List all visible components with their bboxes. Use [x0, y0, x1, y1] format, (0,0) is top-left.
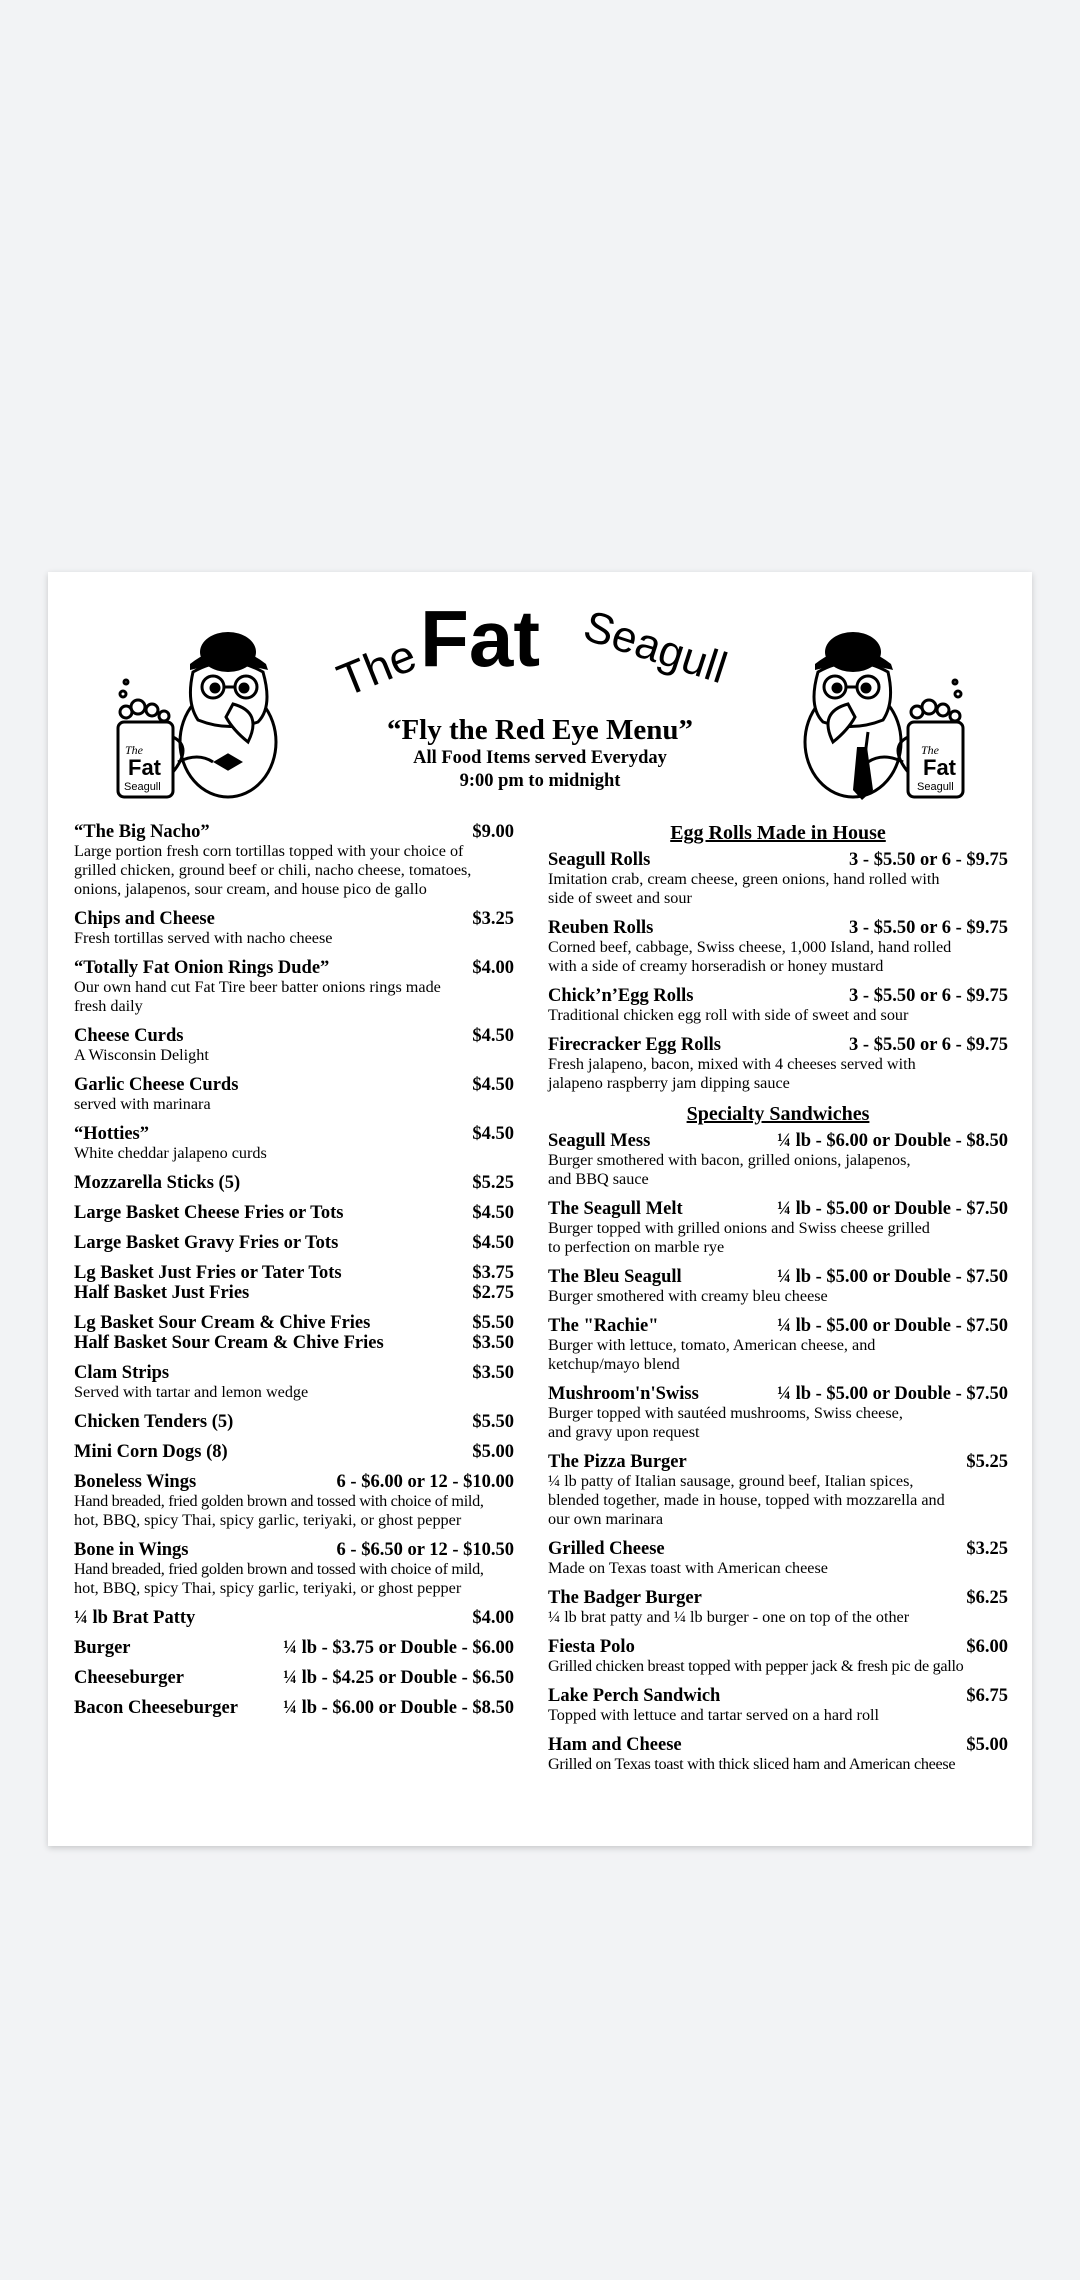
- menu-item: [548, 1316, 1008, 1374]
- menu-item-description: Grilled chicken breast topped with pepper jack & fresh pic de gallo: [548, 1657, 964, 1675]
- menu-item-name: Large Basket Gravy Fries or Tots: [74, 1233, 339, 1253]
- menu-item-name: Ham and Cheese: [548, 1735, 682, 1755]
- menu-item-price: $5.50: [472, 1412, 514, 1432]
- menu-item-price: $4.50: [472, 1233, 514, 1253]
- menu-item-description: Grilled on Texas toast with thick sliced ham and American cheese: [548, 1755, 956, 1773]
- menu-item-description: Burger topped with sautéed mushrooms, Swiss cheese,: [548, 1404, 903, 1422]
- menu-item-description: fresh daily: [74, 997, 143, 1015]
- menu-item: [548, 1199, 1008, 1257]
- menu-item-row: [74, 1698, 514, 1718]
- mug-the-label: The: [921, 743, 939, 757]
- menu-item-description: White cheddar jalapeno curds: [74, 1144, 267, 1162]
- menu-item: [74, 909, 514, 948]
- menu-page: [48, 572, 1032, 1846]
- menu-item-description: ¼ lb patty of Italian sausage, ground beef, Italian spices,: [548, 1472, 914, 1490]
- menu-item-description: Served with tartar and lemon wedge: [74, 1383, 309, 1401]
- menu-item: [74, 822, 514, 899]
- menu-item-row: [548, 1735, 1008, 1755]
- menu-item-price: $4.50: [472, 1203, 514, 1223]
- menu-item-name: Bacon Cheeseburger: [74, 1698, 238, 1718]
- menu-item-price: $6.75: [966, 1686, 1008, 1706]
- menu-item-row: [74, 1472, 514, 1492]
- menu-item-name: “The Big Nacho”: [74, 822, 210, 842]
- menu-item: [74, 1472, 514, 1530]
- menu-item-description: Fresh tortillas served with nacho cheese: [74, 929, 333, 947]
- the-fat-seagull-logo: [328, 592, 768, 707]
- menu-item-price: $3.75: [472, 1263, 514, 1283]
- menu-item: [548, 1735, 1008, 1774]
- menu-item-description: Hand breaded, fried golden brown and tossed with choice of mild,: [74, 1560, 484, 1578]
- menu-item: [548, 1035, 1008, 1093]
- menu-item-price: ¼ lb - $6.00 or Double - $8.50: [777, 1131, 1008, 1151]
- menu-item-price: $4.50: [472, 1124, 514, 1144]
- menu-item-price: $3.25: [472, 909, 514, 929]
- menu-item-row: [74, 1540, 514, 1560]
- menu-item-price: 3 - $5.50 or 6 - $9.75: [849, 986, 1008, 1006]
- menu-item-price: $5.50: [472, 1313, 514, 1333]
- menu-item-price: $4.00: [472, 958, 514, 978]
- menu-item-row: [74, 1283, 514, 1303]
- menu-item-name: “Totally Fat Onion Rings Dude”: [74, 958, 330, 978]
- menu-item-price: 6 - $6.00 or 12 - $10.00: [336, 1472, 514, 1492]
- menu-item-price: $2.75: [472, 1283, 514, 1303]
- mug-the-label: The: [125, 743, 143, 757]
- menu-item-name: Seagull Mess: [548, 1131, 651, 1151]
- menu-item-row: [74, 1638, 514, 1658]
- menu-item-row: [74, 958, 514, 978]
- menu-item-price: $4.00: [472, 1608, 514, 1628]
- menu-item-description: Burger with lettuce, tomato, American cheese, and: [548, 1336, 876, 1354]
- menu-item-description: Made on Texas toast with American cheese: [548, 1559, 828, 1577]
- menu-item-row: [74, 1173, 514, 1193]
- menu-item-price: ¼ lb - $5.00 or Double - $7.50: [777, 1384, 1008, 1404]
- menu-item-row: [74, 1668, 514, 1688]
- menu-item-row: [74, 1124, 514, 1144]
- menu-item-name: Burger: [74, 1638, 131, 1658]
- menu-item-name: Chips and Cheese: [74, 909, 215, 929]
- menu-item: [548, 1452, 1008, 1529]
- menu-item-price: $5.00: [966, 1735, 1008, 1755]
- menu-item-group: [74, 1313, 514, 1353]
- menu-item-row: [548, 850, 1008, 870]
- menu-item-price: $5.00: [472, 1442, 514, 1462]
- menu-item-name: ¼ lb Brat Patty: [74, 1608, 196, 1628]
- served-everyday-text: All Food Items served Everyday: [413, 748, 667, 768]
- menu-item-description: A Wisconsin Delight: [74, 1046, 209, 1064]
- menu-item: [74, 1412, 514, 1432]
- menu-item-row: [74, 1026, 514, 1046]
- mug-seagull-label: Seagull: [917, 781, 954, 793]
- menu-tagline: “Fly the Red Eye Menu”: [386, 714, 694, 746]
- menu-item-row: [74, 1608, 514, 1628]
- menu-item-description: Topped with lettuce and tartar served on a hard roll: [548, 1706, 880, 1724]
- menu-item-price: ¼ lb - $4.25 or Double - $6.50: [283, 1668, 514, 1688]
- menu-item-name: Half Basket Sour Cream & Chive Fries: [74, 1333, 384, 1353]
- menu-item-name: The Badger Burger: [548, 1588, 702, 1608]
- menu-item: [548, 1588, 1008, 1627]
- menu-item-description: Large portion fresh corn tortillas topped with your choice of: [74, 842, 464, 860]
- menu-item: [548, 1539, 1008, 1578]
- menu-item: [548, 1267, 1008, 1306]
- menu-item-row: [548, 986, 1008, 1006]
- menu-item-name: Large Basket Cheese Fries or Tots: [74, 1203, 344, 1223]
- menu-item-row: [548, 1686, 1008, 1706]
- menu-item-description: Corned beef, cabbage, Swiss cheese, 1,000 Island, hand rolled: [548, 938, 952, 956]
- menu-item: [74, 1075, 514, 1114]
- menu-item-name: Boneless Wings: [74, 1472, 197, 1492]
- menu-item-price: $9.00: [472, 822, 514, 842]
- menu-item: [548, 850, 1008, 908]
- menu-item-price: 3 - $5.50 or 6 - $9.75: [849, 918, 1008, 938]
- menu-item-name: Half Basket Just Fries: [74, 1283, 250, 1303]
- menu-item-price: $3.25: [966, 1539, 1008, 1559]
- menu-item-name: The Bleu Seagull: [548, 1267, 682, 1287]
- hours-text: 9:00 pm to midnight: [459, 771, 621, 791]
- menu-item-description: Hand breaded, fried golden brown and tossed with choice of mild,: [74, 1492, 484, 1510]
- logo-seagull-text: Seagull: [577, 601, 733, 694]
- menu-item-description: side of sweet and sour: [548, 889, 692, 907]
- menu-item-description: jalapeno raspberry jam dipping sauce: [548, 1074, 790, 1092]
- menu-item: [548, 986, 1008, 1025]
- menu-item: [74, 1124, 514, 1163]
- menu-item-name: Chick’n’Egg Rolls: [548, 986, 694, 1006]
- menu-item-description: served with marinara: [74, 1095, 211, 1113]
- menu-item-name: Clam Strips: [74, 1363, 170, 1383]
- menu-item-price: $6.25: [966, 1588, 1008, 1608]
- menu-item-name: Lake Perch Sandwich: [548, 1686, 721, 1706]
- menu-item: [74, 1608, 514, 1628]
- menu-item-description: Imitation crab, cream cheese, green onions, hand rolled with: [548, 870, 940, 888]
- menu-item-description: with a side of creamy horseradish or honey mustard: [548, 957, 884, 975]
- egg-rolls-section-title: Egg Rolls Made in House: [670, 822, 886, 844]
- menu-item-name: Mini Corn Dogs (8): [74, 1442, 228, 1462]
- menu-item-price: ¼ lb - $3.75 or Double - $6.00: [283, 1638, 514, 1658]
- menu-item: [74, 1173, 514, 1193]
- menu-item-description: Our own hand cut Fat Tire beer batter onions rings made: [74, 978, 441, 996]
- right-menu-column: [548, 822, 1008, 1784]
- menu-item-name: Bone in Wings: [74, 1540, 189, 1560]
- menu-item-name: Fiesta Polo: [548, 1637, 635, 1657]
- menu-item-description: onions, jalapenos, sour cream, and house pico de gallo: [74, 880, 427, 898]
- menu-item-row: [74, 1313, 514, 1333]
- menu-item-row: [548, 918, 1008, 938]
- menu-item-row: [548, 1539, 1008, 1559]
- logo-fat-text: Fat: [420, 594, 540, 683]
- menu-item-price: $4.50: [472, 1075, 514, 1095]
- menu-item-name: Firecracker Egg Rolls: [548, 1035, 721, 1055]
- menu-item: [548, 1637, 1008, 1676]
- menu-item-description: Burger smothered with bacon, grilled onions, jalapenos,: [548, 1151, 911, 1169]
- menu-item-description: ¼ lb brat patty and ¼ lb burger - one on top of the other: [548, 1608, 910, 1626]
- menu-item-price: $5.25: [472, 1173, 514, 1193]
- menu-item-name: Mushroom'n'Swiss: [548, 1384, 699, 1404]
- menu-item-name: Lg Basket Sour Cream & Chive Fries: [74, 1313, 371, 1333]
- menu-item-description: hot, BBQ, spicy Thai, spicy garlic, teriyaki, or ghost pepper: [74, 1511, 462, 1529]
- menu-item-row: [74, 1333, 514, 1353]
- menu-item-row: [548, 1452, 1008, 1472]
- menu-item: [548, 918, 1008, 976]
- menu-item-price: $3.50: [472, 1333, 514, 1353]
- menu-item-name: The "Rachie": [548, 1316, 659, 1336]
- menu-item-row: [548, 1131, 1008, 1151]
- menu-item-row: [74, 1442, 514, 1462]
- menu-item-price: ¼ lb - $6.00 or Double - $8.50: [283, 1698, 514, 1718]
- menu-item-name: Cheeseburger: [74, 1668, 184, 1688]
- menu-item-description: blended together, made in house, topped with mozzarella and: [548, 1491, 945, 1509]
- menu-item: [74, 1638, 514, 1658]
- menu-item-description: ketchup/mayo blend: [548, 1355, 680, 1373]
- menu-item: [74, 1026, 514, 1065]
- menu-item-price: ¼ lb - $5.00 or Double - $7.50: [777, 1316, 1008, 1336]
- menu-item-price: ¼ lb - $5.00 or Double - $7.50: [777, 1199, 1008, 1219]
- menu-item-row: [74, 822, 514, 842]
- menu-item-name: Mozzarella Sticks (5): [74, 1173, 241, 1193]
- mug-fat-label: Fat: [923, 755, 956, 780]
- menu-item-row: [548, 1384, 1008, 1404]
- menu-item-price: $4.50: [472, 1026, 514, 1046]
- logo-the-text: The: [330, 628, 424, 707]
- menu-item: [74, 1363, 514, 1402]
- menu-item-price: 6 - $6.50 or 12 - $10.50: [336, 1540, 514, 1560]
- menu-item-row: [548, 1588, 1008, 1608]
- menu-item-description: and gravy upon request: [548, 1423, 700, 1441]
- menu-item-name: Garlic Cheese Curds: [74, 1075, 239, 1095]
- menu-item-name: Seagull Rolls: [548, 850, 651, 870]
- mug-seagull-label: Seagull: [124, 781, 161, 793]
- menu-item: [74, 1203, 514, 1223]
- menu-item-price: $6.00: [966, 1637, 1008, 1657]
- menu-item-description: Fresh jalapeno, bacon, mixed with 4 cheeses served with: [548, 1055, 916, 1073]
- menu-item: [548, 1131, 1008, 1189]
- menu-item-description: hot, BBQ, spicy Thai, spicy garlic, teriyaki, or ghost pepper: [74, 1579, 462, 1597]
- specialty-sandwiches-section-title: Specialty Sandwiches: [686, 1103, 870, 1125]
- menu-item: [74, 1668, 514, 1688]
- menu-item-group: [74, 1263, 514, 1303]
- menu-item-row: [548, 1316, 1008, 1336]
- menu-item-name: Grilled Cheese: [548, 1539, 665, 1559]
- menu-item-row: [74, 909, 514, 929]
- menu-item-row: [74, 1363, 514, 1383]
- menu-item-row: [548, 1637, 1008, 1657]
- menu-item-price: $5.25: [966, 1452, 1008, 1472]
- menu-item-description: Traditional chicken egg roll with side of sweet and sour: [548, 1006, 909, 1024]
- menu-item-row: [548, 1035, 1008, 1055]
- menu-item: [74, 1233, 514, 1253]
- mug-fat-label: Fat: [128, 755, 161, 780]
- menu-item-name: Lg Basket Just Fries or Tater Tots: [74, 1263, 342, 1283]
- menu-item-price: ¼ lb - $5.00 or Double - $7.50: [777, 1267, 1008, 1287]
- menu-item-row: [74, 1203, 514, 1223]
- menu-item-row: [548, 1199, 1008, 1219]
- menu-item-price: $3.50: [472, 1363, 514, 1383]
- menu-item-row: [74, 1412, 514, 1432]
- left-menu-column: [74, 822, 514, 1728]
- menu-item-name: The Seagull Melt: [548, 1199, 683, 1219]
- menu-item-row: [74, 1263, 514, 1283]
- menu-item-row: [74, 1075, 514, 1095]
- menu-item: [548, 1384, 1008, 1442]
- menu-item-row: [74, 1233, 514, 1253]
- menu-item-price: 3 - $5.50 or 6 - $9.75: [849, 1035, 1008, 1055]
- menu-item-description: and BBQ sauce: [548, 1170, 649, 1188]
- menu-item: [74, 1442, 514, 1462]
- menu-item-price: 3 - $5.50 or 6 - $9.75: [849, 850, 1008, 870]
- menu-item-name: Cheese Curds: [74, 1026, 184, 1046]
- menu-item-name: The Pizza Burger: [548, 1452, 687, 1472]
- menu-item-name: Reuben Rolls: [548, 918, 654, 938]
- menu-item: [548, 1686, 1008, 1725]
- menu-item-row: [548, 1267, 1008, 1287]
- menu-item: [74, 1540, 514, 1598]
- menu-item-description: Burger topped with grilled onions and Swiss cheese grilled: [548, 1219, 930, 1237]
- menu-item-name: “Hotties”: [74, 1124, 150, 1144]
- menu-item: [74, 1698, 514, 1718]
- menu-item-description: to perfection on marble rye: [548, 1238, 725, 1256]
- menu-item-description: grilled chicken, ground beef or chili, nacho cheese, tomatoes,: [74, 861, 472, 879]
- menu-item-name: Chicken Tenders (5): [74, 1412, 234, 1432]
- menu-item: [74, 958, 514, 1016]
- menu-item-description: Burger smothered with creamy bleu cheese: [548, 1287, 828, 1305]
- menu-item-description: our own marinara: [548, 1510, 664, 1528]
